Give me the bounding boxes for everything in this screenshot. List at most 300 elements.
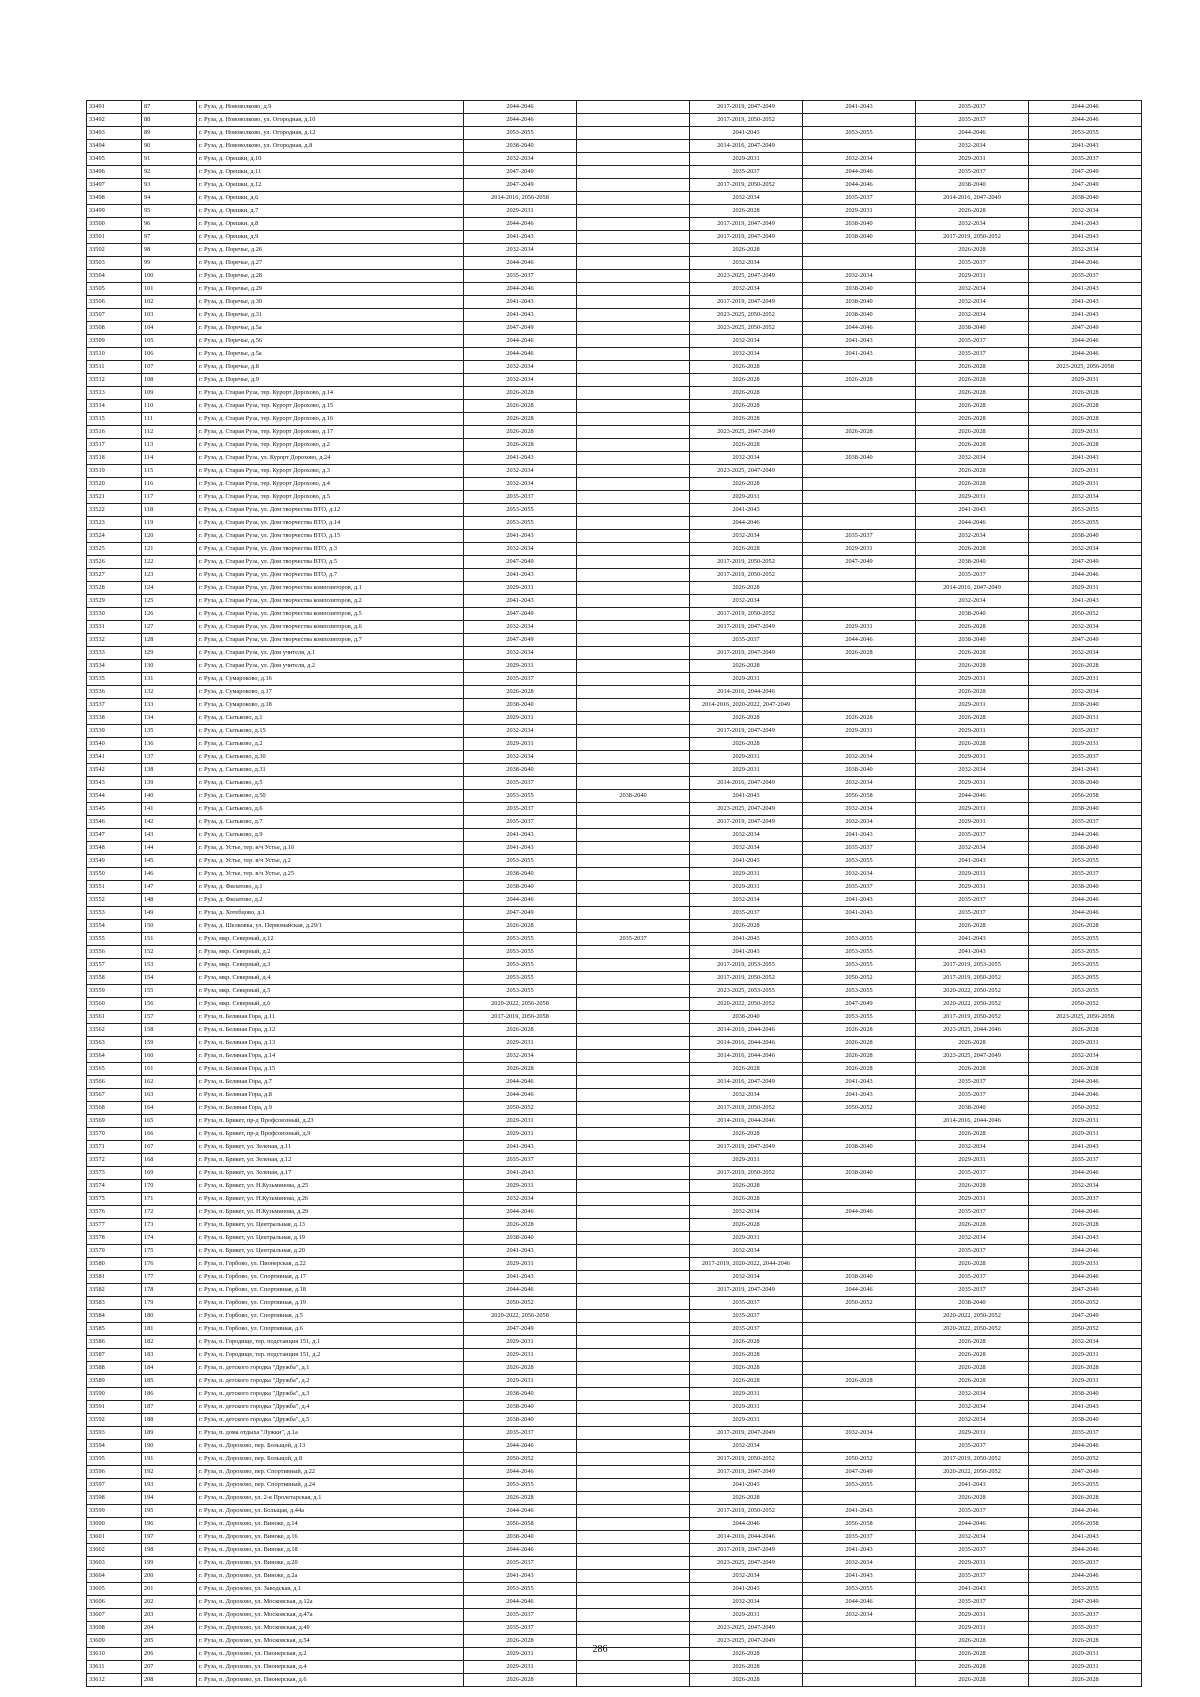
- table-cell: 113: [142, 439, 197, 452]
- table-cell: 33596: [87, 1466, 142, 1479]
- table-cell: 2014-2016, 2044-2046: [690, 1531, 803, 1544]
- table-cell: 2032-2034: [464, 361, 577, 374]
- table-row: [87, 257, 1142, 270]
- table-cell: 2029-2031: [803, 621, 916, 634]
- table-cell: 2047-2049: [464, 907, 577, 920]
- table-row: [87, 764, 1142, 777]
- table-cell: г. Руза, д. Нововолково, ул. Огородная, д.8: [197, 140, 464, 153]
- table-cell: 2053-2055: [1029, 933, 1142, 946]
- table-row: [87, 608, 1142, 621]
- table-row: [87, 1622, 1142, 1635]
- table-row: [87, 1375, 1142, 1388]
- table-cell: 2026-2028: [1029, 1674, 1142, 1687]
- table-row: [87, 335, 1142, 348]
- table-cell: г. Руза, д. Старая Руза, ул. Дом творчества ВТО, д.7: [197, 569, 464, 582]
- table-cell: [803, 569, 916, 582]
- table-cell: г. Руза, п. Дорохово, ул. Заводская, д.1: [197, 1583, 464, 1596]
- table-cell: г. Руза, п. Дорохово, ул. Больщая, д.44а: [197, 1505, 464, 1518]
- table-cell: 2029-2031: [916, 868, 1029, 881]
- table-cell: 33558: [87, 972, 142, 985]
- table-cell: 2026-2028: [1029, 1219, 1142, 1232]
- table-cell: 33569: [87, 1115, 142, 1128]
- table-row: [87, 595, 1142, 608]
- table-cell: 2035-2037: [1029, 153, 1142, 166]
- table-row: [87, 842, 1142, 855]
- table-cell: 173: [142, 1219, 197, 1232]
- table-cell: 2026-2028: [916, 1648, 1029, 1661]
- table-cell: 2032-2034: [690, 842, 803, 855]
- table-cell: г. Руза, п. Дорохово, ул. Виноке, д.18: [197, 1544, 464, 1557]
- table-cell: 2014-2016, 2047-2049: [690, 140, 803, 153]
- table-cell: 180: [142, 1310, 197, 1323]
- table-cell: 2032-2034: [690, 1570, 803, 1583]
- table-cell: 2038-2040: [803, 1271, 916, 1284]
- table-cell: г. Руза, д. Поречье, д.28: [197, 270, 464, 283]
- table-row: [87, 1414, 1142, 1427]
- table-cell: 33549: [87, 855, 142, 868]
- table-cell: 2038-2040: [464, 764, 577, 777]
- table-cell: [803, 478, 916, 491]
- table-row: [87, 660, 1142, 673]
- table-cell: 2044-2046: [464, 1466, 577, 1479]
- table-cell: 2026-2028: [464, 439, 577, 452]
- table-cell: 2023-2025, 2056-2058: [1029, 1011, 1142, 1024]
- table-cell: 2026-2028: [916, 1128, 1029, 1141]
- table-cell: 2044-2046: [464, 1089, 577, 1102]
- table-cell: 2026-2028: [916, 244, 1029, 257]
- table-cell: 135: [142, 725, 197, 738]
- table-cell: 2038-2040: [464, 868, 577, 881]
- table-cell: 33492: [87, 114, 142, 127]
- table-cell: 2041-2043: [803, 829, 916, 842]
- table-cell: 2035-2037: [1029, 1557, 1142, 1570]
- table-cell: 2017-2019, 2050-2052: [690, 608, 803, 621]
- table-cell: [577, 374, 690, 387]
- table-cell: 2041-2043: [1029, 764, 1142, 777]
- table-cell: 2029-2031: [916, 699, 1029, 712]
- table-cell: [577, 140, 690, 153]
- table-cell: 2047-2049: [803, 556, 916, 569]
- table-cell: 151: [142, 933, 197, 946]
- table-cell: 2026-2028: [916, 465, 1029, 478]
- table-cell: 33599: [87, 1505, 142, 1518]
- table-cell: 2050-2052: [1029, 1323, 1142, 1336]
- table-cell: 147: [142, 881, 197, 894]
- table-cell: [803, 595, 916, 608]
- table-cell: 2032-2034: [916, 1414, 1029, 1427]
- table-cell: 2029-2031: [690, 751, 803, 764]
- table-cell: 2053-2055: [464, 855, 577, 868]
- table-cell: 2023-2025, 2047-2049: [690, 1557, 803, 1570]
- table-cell: [577, 1544, 690, 1557]
- table-cell: 2026-2028: [690, 1492, 803, 1505]
- table-cell: 2053-2055: [464, 504, 577, 517]
- table-cell: 33591: [87, 1401, 142, 1414]
- table-cell: г. Руза, д. Сытьково, д.50: [197, 790, 464, 803]
- table-cell: 33579: [87, 1245, 142, 1258]
- table-row: [87, 543, 1142, 556]
- table-cell: 2029-2031: [1029, 1115, 1142, 1128]
- table-cell: 33587: [87, 1349, 142, 1362]
- table-cell: 2041-2043: [1029, 140, 1142, 153]
- table-cell: 2053-2055: [464, 959, 577, 972]
- table-cell: 2032-2034: [916, 452, 1029, 465]
- table-cell: г. Руза, д. Сытьково, д.7: [197, 816, 464, 829]
- table-cell: 2041-2043: [690, 790, 803, 803]
- table-cell: 197: [142, 1531, 197, 1544]
- table-cell: 2035-2037: [916, 101, 1029, 114]
- table-cell: 125: [142, 595, 197, 608]
- table-cell: г. Руза, п. Горбово, ул. Спортивная, д.5: [197, 1310, 464, 1323]
- table-cell: г. Руза, п. Беляная Гора, д.12: [197, 1024, 464, 1037]
- table-cell: 2032-2034: [1029, 543, 1142, 556]
- table-cell: 33544: [87, 790, 142, 803]
- table-cell: 207: [142, 1661, 197, 1674]
- table-cell: 2041-2043: [464, 1141, 577, 1154]
- table-cell: 2032-2034: [690, 530, 803, 543]
- table-cell: 2023-2025, 2047-2049: [916, 1050, 1029, 1063]
- table-cell: 2029-2031: [464, 1336, 577, 1349]
- table-cell: 33512: [87, 374, 142, 387]
- table-cell: [577, 244, 690, 257]
- table-cell: 2020-2022, 2050-2052: [916, 985, 1029, 998]
- table-cell: 2032-2034: [916, 218, 1029, 231]
- table-cell: 2041-2043: [464, 842, 577, 855]
- table-cell: 33505: [87, 283, 142, 296]
- table-cell: [803, 1115, 916, 1128]
- table-cell: г. Руза, п. Горбово, ул. Спортивная, д.6: [197, 1323, 464, 1336]
- table-row: [87, 1284, 1142, 1297]
- table-cell: 2044-2046: [1029, 101, 1142, 114]
- table-cell: 141: [142, 803, 197, 816]
- table-cell: 2026-2028: [464, 1362, 577, 1375]
- table-cell: [577, 1180, 690, 1193]
- table-cell: 33608: [87, 1622, 142, 1635]
- table-cell: 2026-2028: [690, 738, 803, 751]
- table-cell: 144: [142, 842, 197, 855]
- table-cell: 33529: [87, 595, 142, 608]
- table-cell: [577, 582, 690, 595]
- table-cell: 2029-2031: [1029, 426, 1142, 439]
- table-cell: 2050-2052: [464, 1453, 577, 1466]
- table-cell: 2026-2028: [690, 543, 803, 556]
- table-cell: [577, 855, 690, 868]
- table-cell: [577, 517, 690, 530]
- table-cell: [577, 348, 690, 361]
- table-cell: [577, 1674, 690, 1687]
- table-cell: [577, 1583, 690, 1596]
- table-cell: 2041-2043: [464, 1570, 577, 1583]
- table-cell: 195: [142, 1505, 197, 1518]
- table-cell: г. Руза, д. Шелковка, ул. Первомайская, д.29/1: [197, 920, 464, 933]
- table-cell: г. Руза, д. Старая Руза, ул. Дом творчества ВТО, д.5: [197, 556, 464, 569]
- table-cell: г. Руза, п. Горбово, ул. Пионерская, д.22: [197, 1258, 464, 1271]
- table-cell: 2041-2043: [690, 127, 803, 140]
- table-cell: г. Руза, п. Брикет, ул. Зеленая, д.17: [197, 1167, 464, 1180]
- table-cell: 2032-2034: [1029, 686, 1142, 699]
- table-cell: [577, 1167, 690, 1180]
- table-cell: 2053-2055: [464, 517, 577, 530]
- table-cell: 106: [142, 348, 197, 361]
- table-cell: [803, 1154, 916, 1167]
- table-cell: 2056-2058: [803, 1518, 916, 1531]
- table-cell: [577, 478, 690, 491]
- table-row: [87, 426, 1142, 439]
- table-cell: [577, 608, 690, 621]
- table-cell: г. Руза, д. Старая Руза, ул. Дом творчества композиторов, д.1: [197, 582, 464, 595]
- table-cell: 2041-2043: [464, 569, 577, 582]
- table-row: [87, 348, 1142, 361]
- table-cell: [803, 257, 916, 270]
- table-cell: 2026-2028: [916, 543, 1029, 556]
- table-row: [87, 1258, 1142, 1271]
- table-cell: г. Руза, д. Филатово, д.1: [197, 881, 464, 894]
- table-cell: 2026-2028: [690, 582, 803, 595]
- table-cell: 2038-2040: [464, 1401, 577, 1414]
- table-cell: 2017-2019, 2047-2049: [690, 621, 803, 634]
- table-cell: 2020-2022, 2056-2058: [464, 998, 577, 1011]
- table-cell: 2050-2052: [464, 1297, 577, 1310]
- table-cell: 33540: [87, 738, 142, 751]
- table-cell: г. Руза, д. Старая Руза, ул. Дом творчества композиторов, д.7: [197, 634, 464, 647]
- table-cell: 2047-2049: [464, 322, 577, 335]
- table-cell: 2038-2040: [803, 218, 916, 231]
- table-cell: г. Руза, п. детского городка "Дружба", д.2: [197, 1375, 464, 1388]
- register-table: [86, 100, 1142, 1687]
- table-cell: 2029-2031: [690, 1609, 803, 1622]
- table-cell: 2038-2040: [1029, 530, 1142, 543]
- table-cell: 2044-2046: [1029, 1167, 1142, 1180]
- table-cell: 2038-2040: [803, 309, 916, 322]
- table-cell: г. Руза, п. Брикет, ул. Н.Кузьминова, д.25: [197, 1180, 464, 1193]
- table-cell: 2041-2043: [916, 946, 1029, 959]
- table-cell: 198: [142, 1544, 197, 1557]
- table-cell: 2026-2028: [464, 1024, 577, 1037]
- table-cell: [803, 1349, 916, 1362]
- table-cell: 2032-2034: [464, 465, 577, 478]
- table-cell: 33606: [87, 1596, 142, 1609]
- table-cell: 2053-2055: [1029, 985, 1142, 998]
- table-cell: 2050-2052: [803, 1297, 916, 1310]
- table-cell: 2017-2019, 2047-2049: [690, 647, 803, 660]
- table-row: [87, 1609, 1142, 1622]
- table-cell: 33491: [87, 101, 142, 114]
- table-cell: 33547: [87, 829, 142, 842]
- table-cell: г. Руза, п. Дорохово, ул. Виноке, д.14: [197, 1518, 464, 1531]
- table-cell: 2053-2055: [464, 972, 577, 985]
- table-cell: 2041-2043: [464, 1271, 577, 1284]
- table-cell: 2029-2031: [1029, 374, 1142, 387]
- table-cell: г. Руза, д. Старая Руза, ул. Дом творчества композиторов, д.6: [197, 621, 464, 634]
- table-cell: 154: [142, 972, 197, 985]
- table-cell: г. Руза, д. Орешки, д.6: [197, 192, 464, 205]
- table-cell: г. Руза, д. Орешки, д.10: [197, 153, 464, 166]
- table-cell: [577, 1479, 690, 1492]
- table-cell: 2035-2037: [916, 1284, 1029, 1297]
- table-cell: 2026-2028: [916, 660, 1029, 673]
- table-cell: г. Руза, д. Сытьково, д.30: [197, 751, 464, 764]
- table-row: [87, 790, 1142, 803]
- table-cell: 2029-2031: [690, 881, 803, 894]
- table-cell: 2026-2028: [464, 413, 577, 426]
- table-cell: 2020-2022, 2050-2052: [916, 998, 1029, 1011]
- table-cell: [577, 1063, 690, 1076]
- table-cell: г. Руза, п. Дорохово, пер. Спортивный, д.22: [197, 1466, 464, 1479]
- table-cell: г. Руза, д. Старая Руза, ул. Дом творчества композиторов, д.5: [197, 608, 464, 621]
- table-cell: 2026-2028: [916, 1037, 1029, 1050]
- table-cell: 33525: [87, 543, 142, 556]
- table-cell: 2032-2034: [916, 1388, 1029, 1401]
- table-row: [87, 1596, 1142, 1609]
- table-cell: 2041-2043: [1029, 296, 1142, 309]
- table-cell: 2023-2025, 2047-2049: [690, 270, 803, 283]
- table-cell: 2035-2037: [1029, 1609, 1142, 1622]
- table-cell: 2035-2037: [916, 1206, 1029, 1219]
- table-cell: 2044-2046: [1029, 907, 1142, 920]
- table-cell: 2047-2049: [1029, 166, 1142, 179]
- table-cell: 2035-2037: [690, 166, 803, 179]
- table-cell: 108: [142, 374, 197, 387]
- table-cell: 168: [142, 1154, 197, 1167]
- table-cell: [803, 1336, 916, 1349]
- table-cell: 2032-2034: [690, 829, 803, 842]
- table-cell: [577, 1505, 690, 1518]
- table-cell: 204: [142, 1622, 197, 1635]
- table-cell: г. Руза, д. Поречье, д.9: [197, 374, 464, 387]
- table-cell: 2047-2049: [464, 634, 577, 647]
- table-cell: 2026-2028: [916, 374, 1029, 387]
- table-cell: 2032-2034: [464, 1050, 577, 1063]
- table-cell: [577, 712, 690, 725]
- table-cell: 2026-2028: [916, 387, 1029, 400]
- table-cell: 2044-2046: [1029, 114, 1142, 127]
- table-cell: 2056-2058: [464, 1518, 577, 1531]
- table-cell: [577, 283, 690, 296]
- table-cell: 192: [142, 1466, 197, 1479]
- table-cell: 2044-2046: [803, 1284, 916, 1297]
- table-cell: г. Руза, д. Старая Руза, тер. Курорт Дорохово, д.17: [197, 426, 464, 439]
- table-row: [87, 1115, 1142, 1128]
- table-cell: 33564: [87, 1050, 142, 1063]
- table-cell: 2026-2028: [916, 621, 1029, 634]
- table-cell: 2026-2028: [916, 1674, 1029, 1687]
- table-cell: 2053-2055: [464, 985, 577, 998]
- table-cell: 33548: [87, 842, 142, 855]
- table-cell: г. Руза, д. Сумароково, д.17: [197, 686, 464, 699]
- table-cell: 2035-2037: [1029, 1427, 1142, 1440]
- table-cell: [577, 972, 690, 985]
- table-cell: 2029-2031: [464, 1375, 577, 1388]
- table-cell: 2032-2034: [464, 647, 577, 660]
- table-row: [87, 1232, 1142, 1245]
- table-cell: 33511: [87, 361, 142, 374]
- table-cell: [577, 192, 690, 205]
- table-cell: 2029-2031: [464, 1037, 577, 1050]
- table-cell: 33571: [87, 1141, 142, 1154]
- table-cell: 2029-2031: [464, 1661, 577, 1674]
- table-cell: 2044-2046: [803, 634, 916, 647]
- table-cell: [577, 1349, 690, 1362]
- table-cell: 2053-2055: [803, 1583, 916, 1596]
- table-cell: 2044-2046: [464, 348, 577, 361]
- table-cell: 2038-2040: [1029, 842, 1142, 855]
- table-cell: 2029-2031: [690, 673, 803, 686]
- table-cell: [803, 686, 916, 699]
- table-cell: 2026-2028: [1029, 439, 1142, 452]
- table-cell: г. Руза, д. Сумароково, д.16: [197, 673, 464, 686]
- table-cell: г. Руза, д. Сытьково, д.1: [197, 712, 464, 725]
- table-cell: 2038-2040: [1029, 881, 1142, 894]
- table-cell: 2026-2028: [916, 1180, 1029, 1193]
- table-cell: 2035-2037: [464, 673, 577, 686]
- table-cell: 2017-2019, 2053-2055: [916, 959, 1029, 972]
- table-cell: 2050-2052: [803, 1102, 916, 1115]
- table-cell: 2038-2040: [464, 1414, 577, 1427]
- table-cell: 33502: [87, 244, 142, 257]
- table-cell: [577, 1596, 690, 1609]
- table-cell: 159: [142, 1037, 197, 1050]
- table-cell: 163: [142, 1089, 197, 1102]
- table-cell: 2035-2037: [916, 1505, 1029, 1518]
- table-cell: [803, 1661, 916, 1674]
- table-cell: [577, 1102, 690, 1115]
- table-cell: 2023-2025, 2053-2055: [690, 985, 803, 998]
- table-cell: 2050-2052: [1029, 1102, 1142, 1115]
- table-cell: 2044-2046: [1029, 829, 1142, 842]
- table-cell: [577, 1232, 690, 1245]
- table-cell: 129: [142, 647, 197, 660]
- table-cell: 2035-2037: [464, 270, 577, 283]
- table-cell: 2038-2040: [464, 881, 577, 894]
- table-cell: 2032-2034: [916, 140, 1029, 153]
- table-cell: г. Руза, д. Старая Руза, тер. Курорт Дорохово, д.4: [197, 478, 464, 491]
- table-cell: 2029-2031: [1029, 712, 1142, 725]
- table-row: [87, 179, 1142, 192]
- table-cell: [577, 543, 690, 556]
- table-cell: 2041-2043: [464, 1167, 577, 1180]
- table-cell: 33562: [87, 1024, 142, 1037]
- table-cell: 2044-2046: [690, 1518, 803, 1531]
- table-cell: 2026-2028: [1029, 1362, 1142, 1375]
- table-cell: 162: [142, 1076, 197, 1089]
- table-cell: [577, 101, 690, 114]
- table-cell: 2017-2019, 2050-2052: [916, 972, 1029, 985]
- table-row: [87, 1193, 1142, 1206]
- table-cell: [577, 491, 690, 504]
- table-cell: 152: [142, 946, 197, 959]
- table-row: [87, 1310, 1142, 1323]
- table-cell: г. Руза, д. Старая Руза, тер. Курорт Дорохово, д.16: [197, 413, 464, 426]
- table-cell: 2026-2028: [916, 1063, 1029, 1076]
- table-cell: 2038-2040: [803, 283, 916, 296]
- table-cell: 2035-2037: [1029, 868, 1142, 881]
- table-cell: 33584: [87, 1310, 142, 1323]
- table-cell: 33559: [87, 985, 142, 998]
- table-cell: 2038-2040: [1029, 777, 1142, 790]
- table-cell: 2035-2037: [916, 1245, 1029, 1258]
- table-cell: 115: [142, 465, 197, 478]
- table-cell: 2017-2019, 2050-2052: [690, 556, 803, 569]
- table-cell: [803, 517, 916, 530]
- table-cell: 2029-2031: [1029, 1349, 1142, 1362]
- table-cell: 33585: [87, 1323, 142, 1336]
- table-cell: 2029-2031: [916, 803, 1029, 816]
- table-cell: 193: [142, 1479, 197, 1492]
- table-cell: 2032-2034: [690, 335, 803, 348]
- table-cell: 2026-2028: [916, 1336, 1029, 1349]
- table-cell: 33588: [87, 1362, 142, 1375]
- table-cell: 2041-2043: [1029, 452, 1142, 465]
